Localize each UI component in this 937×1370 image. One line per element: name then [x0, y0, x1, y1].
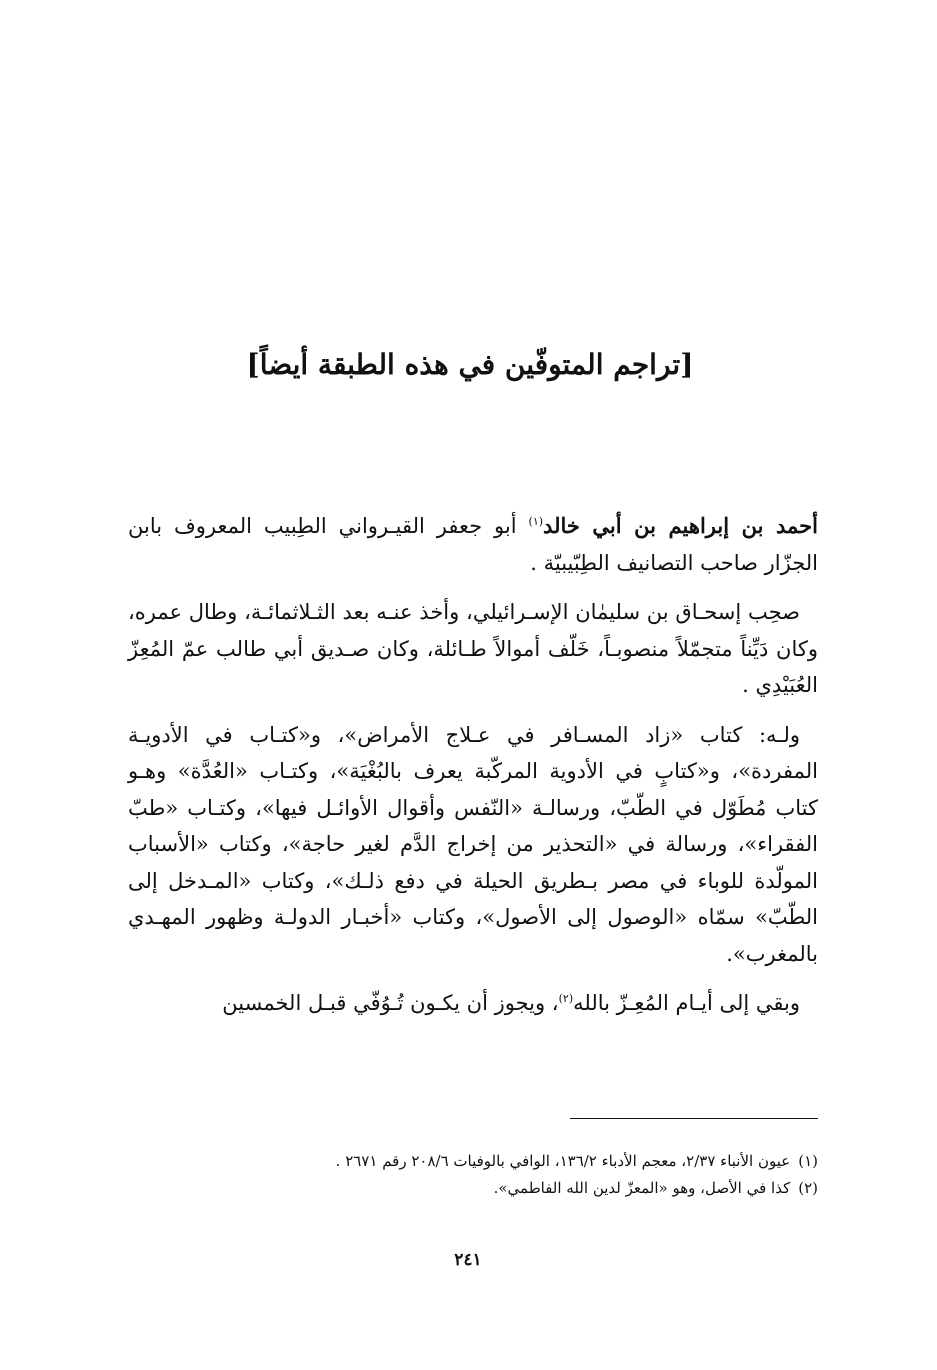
- footnote-ref-1[interactable]: (١): [528, 515, 544, 528]
- entry-paragraph-4: [128, 985, 818, 1022]
- person-name: أحمد بن إبراهيم بن أبي خالد: [543, 513, 818, 538]
- entry-paragraph-2: صحِب إسحـاق بن سليمٰان الإسـرائيلي، وأخذ عنـه بعد الثـلاثمائـة، وطال عمره، وكان دَيِّناً متجمّلاً منصوبـاً، خَلّف أموالاً طـائلة، وكان صـديق أبي طالب عمّ المُعِزّ العُبَيْدِي .: [128, 600, 818, 697]
- footnotes: [128, 1148, 818, 1202]
- footnote-number: (١): [798, 1152, 818, 1170]
- footnote-divider: [570, 1118, 818, 1119]
- footnote-2: [128, 1175, 818, 1202]
- footnote-1: [128, 1148, 818, 1175]
- page-number: ٢٤١: [454, 1250, 482, 1270]
- entry-paragraph-works: ولـه: كتاب «زاد المسـافر في عـلاج الأمراض»، و«كتـاب في الأدويـة المفردة»، و«كتابٍ في الأدوية المركّبة يعرف بالبُغْيَة»، وكتـاب «العُدَّة» وهـو كتاب مُطَوّل في الطّبّ، ورسالـة «النّفس وأقوال الأوائـل فيها»، وكتـاب «طبّ الفقراء»، ورسالة في «التحذير من إخراج الدَّم لغير حاجة»، وكتاب «الأسباب المولّدة للوباء في مصر بـطريق الحيلة في دفع ذلـك»، وكتاب «المـدخل إلى الطّبّ» سمّاه «الوصول إلى الأصول»، وكتاب «أخبـار الدولـة وظهور المهـدي بالمغرب».: [128, 722, 818, 966]
- biography-entry: [128, 508, 818, 1035]
- entry-paragraph-4-rest: ، ويجوز أن يكـون تُـوُفّي قبـل الخمسين: [222, 991, 559, 1015]
- footnote-text: عيون الأنباء ٢/٣٧، معجم الأدباء ١٣٦/٢، الوافي بالوفيات ٢٠٨/٦ رقم ٢٦٧١ .: [335, 1152, 791, 1170]
- entry-paragraph-4-start: وبقي إلى أيـام المُعِـزّ بالله: [573, 991, 800, 1015]
- section-heading: [تراجم المتوفّين في هذه الطبقة أيضاً]: [246, 347, 694, 381]
- footnote-text: كذا في الأصل، وهو «المعزّ لدين الله الفاطمي».: [493, 1179, 791, 1197]
- footnote-number: (٢): [798, 1179, 818, 1197]
- footnote-ref-2[interactable]: (٢): [558, 992, 574, 1005]
- entry-intro-text: أبو جعفر القيـرواني الطِبيب المعروف بابن الجزّار صاحب التصانيف الطِبّيبيّة .: [128, 514, 818, 575]
- entry-intro-paragraph: [128, 508, 818, 581]
